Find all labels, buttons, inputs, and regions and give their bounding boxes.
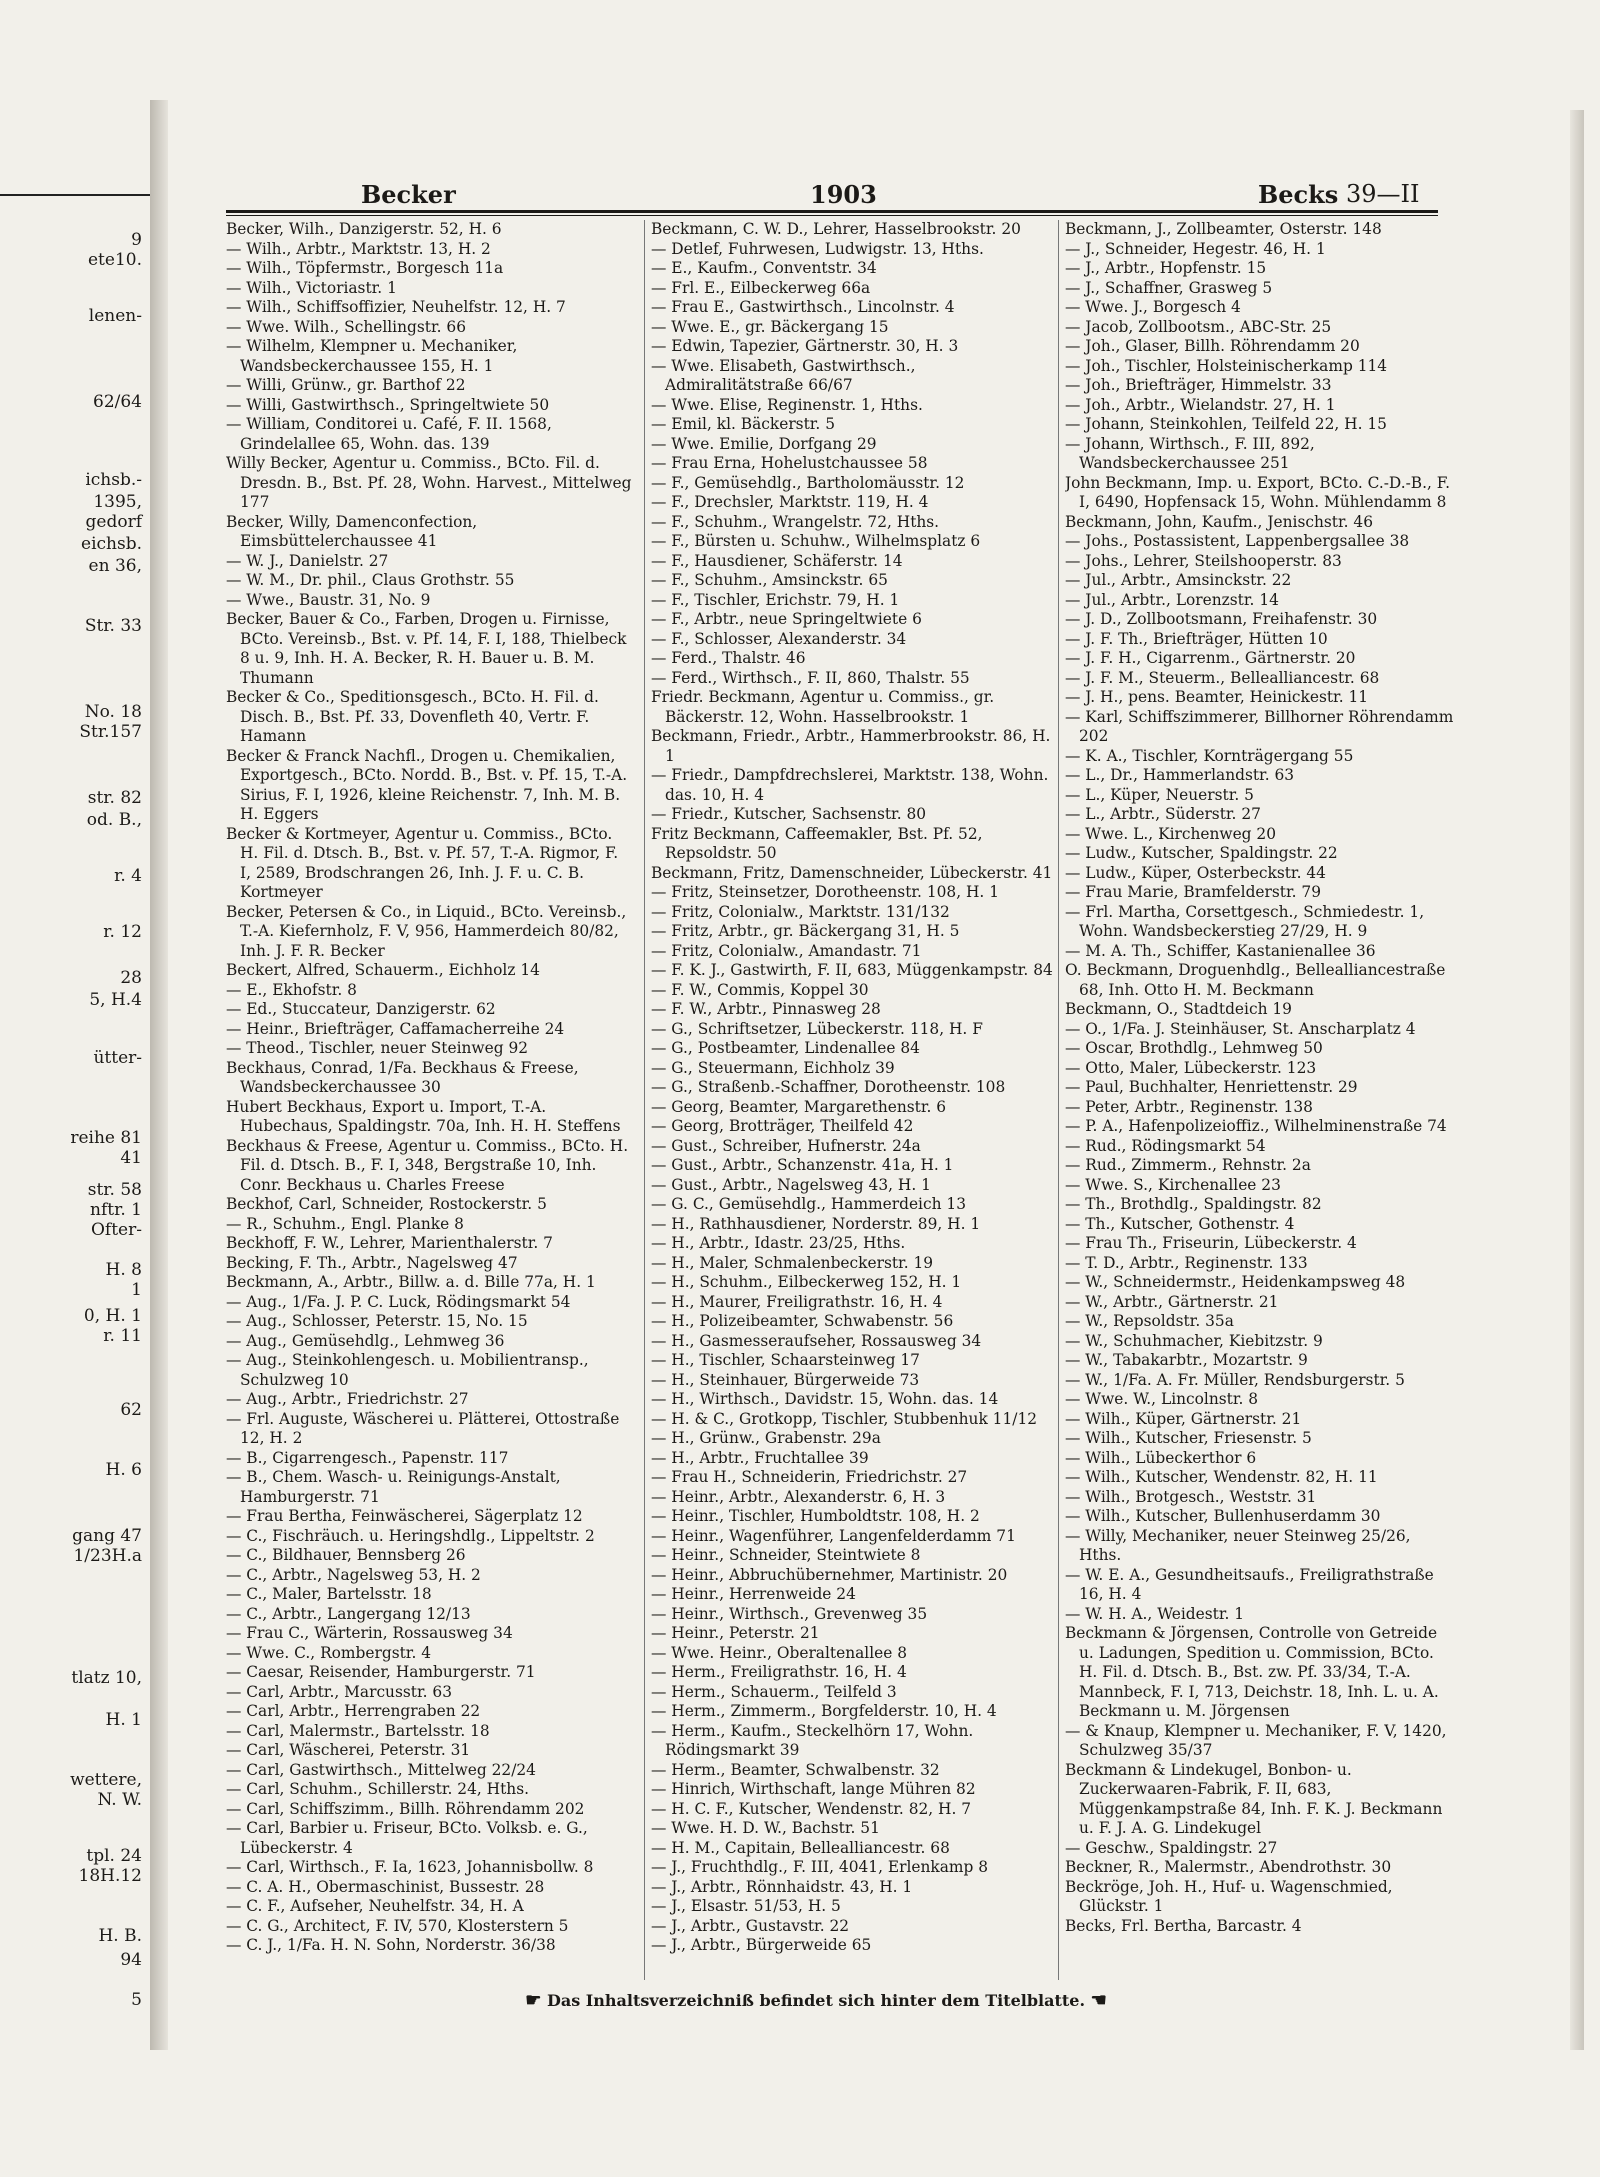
directory-entry: — Aug., Schlosser, Peterstr. 15, No. 15 <box>226 1312 528 1330</box>
directory-entry: — Heinr., Abbruchübernehmer, Martinistr. 20 <box>651 1565 1008 1584</box>
directory-entry: — Fritz, Steinsetzer, Dorotheenstr. 108, H. 1 <box>651 883 999 901</box>
directory-entry: — Jul., Arbtr., Lorenzstr. 14 <box>1065 590 1279 609</box>
directory-entry: — Herm., Beamter, Schwalbenstr. 32 <box>651 1760 940 1779</box>
directory-entry: — H. & C., Grotkopp, Tischler, Stubbenhuk 11/12 <box>651 1409 1038 1428</box>
facing-page-text: lenen- <box>88 306 142 326</box>
directory-entry: — L., Dr., Hammerlandstr. 63 <box>1065 766 1295 784</box>
header-year: 1903 <box>810 180 877 209</box>
directory-entry: — E., Ekhofstr. 8 <box>226 980 357 999</box>
facing-page-fragment <box>0 110 151 2040</box>
directory-entry: — Wwe. Heinr., Oberaltenallee 8 <box>651 1643 908 1662</box>
directory-entry: — Carl, Barbier u. Friseur, BCto. Volksb. e. G., Lübeckerstr. 4 <box>226 1819 588 1857</box>
facing-page-text: nftr. 1 <box>90 1200 142 1220</box>
directory-entry: — Caesar, Reisender, Hamburgerstr. 71 <box>226 1663 536 1681</box>
directory-entry: — H. M., Capitain, Bellealliancestr. 68 <box>651 1838 950 1857</box>
directory-entry: — Willy, Mechaniker, neuer Steinweg 25/26, Hths. <box>1065 1526 1411 1564</box>
facing-page-text: od. B., <box>86 810 142 830</box>
directory-entry: Beckhof, Carl, Schneider, Rostockerstr. 5 <box>226 1195 547 1213</box>
column-1 <box>226 220 632 1980</box>
facing-page-text: en 36, <box>88 556 142 576</box>
directory-entry: — J. H., pens. Beamter, Heinickestr. 11 <box>1065 688 1369 706</box>
facing-page-text: eichsb. <box>81 534 142 554</box>
directory-entry: — L., Küper, Neuerstr. 5 <box>1065 785 1254 804</box>
directory-entry: — J., Fruchthdlg., F. III, 4041, Erlenkamp 8 <box>651 1858 989 1876</box>
directory-entry: — Peter, Arbtr., Reginenstr. 138 <box>1065 1097 1313 1116</box>
directory-entry: — C., Fischräuch. u. Heringshdlg., Lippeltstr. 2 <box>226 1526 595 1545</box>
directory-entry: — H., Rathhausdiener, Norderstr. 89, H. 1 <box>651 1214 981 1233</box>
directory-entry: — W., Tabakarbtr., Mozartstr. 9 <box>1065 1351 1308 1369</box>
directory-entry: Beckmann, John, Kaufm., Jenischstr. 46 <box>1065 512 1373 531</box>
directory-entry: — Theod., Tischler, neuer Steinweg 92 <box>226 1039 529 1057</box>
directory-entry: — Ludw., Küper, Osterbeckstr. 44 <box>1065 863 1326 882</box>
header-rule <box>226 210 1438 216</box>
directory-entry: — Emil, kl. Bäckerstr. 5 <box>651 415 835 433</box>
directory-entry: — Carl, Malermstr., Bartelsstr. 18 <box>226 1721 490 1740</box>
facing-page-text: Str.157 <box>79 722 142 742</box>
directory-entry: — Willi, Gastwirthsch., Springeltwiete 50 <box>226 395 550 414</box>
directory-entry: — J., Schaffner, Grasweg 5 <box>1065 278 1273 297</box>
directory-entry: — Ferd., Wirthsch., F. II, 860, Thalstr. 55 <box>651 668 970 687</box>
directory-entry: — H., Wirthsch., Davidstr. 15, Wohn. das. 14 <box>651 1390 999 1408</box>
directory-entry: — F., Schuhm., Amsinckstr. 65 <box>651 571 888 589</box>
directory-entry: — Aug., Gemüsehdlg., Lehmweg 36 <box>226 1331 505 1350</box>
directory-page <box>196 160 1454 2050</box>
directory-entry: — Frau E., Gastwirthsch., Lincolnstr. 4 <box>651 298 955 316</box>
directory-entry: — Wilh., Arbtr., Marktstr. 13, H. 2 <box>226 239 491 258</box>
directory-entry: — F., Schuhm., Wrangelstr. 72, Hths. <box>651 512 940 531</box>
directory-entry: Beckhaus, Conrad, 1/Fa. Beckhaus & Freese, Wandsbeckerchaussee 30 <box>226 1058 579 1096</box>
directory-entry: — B., Chem. Wasch- u. Reinigungs-Anstalt, Hamburgerstr. 71 <box>226 1468 561 1506</box>
header-left-keyword: Becker <box>361 180 456 209</box>
directory-entry: — H., Maler, Schmalenbeckerstr. 19 <box>651 1253 934 1272</box>
directory-entry: — Wwe. Elisabeth, Gastwirthsch., Admiralitätstraße 66/67 <box>651 356 916 394</box>
directory-entry: — Frl. E., Eilbeckerweg 66a <box>651 278 871 297</box>
directory-entry: — G. C., Gemüsehdlg., Hammerdeich 13 <box>651 1195 966 1213</box>
directory-entry: Becking, F. Th., Arbtr., Nagelsweg 47 <box>226 1253 518 1272</box>
footer-text: Das Inhaltsverzeichniß befindet sich hinter dem Titelblatte. <box>546 1991 1086 2010</box>
directory-entry: — Heinr., Arbtr., Alexanderstr. 6, H. 3 <box>651 1487 946 1506</box>
directory-entry: — Wwe., Baustr. 31, No. 9 <box>226 590 431 609</box>
directory-entry: Beckner, R., Malermstr., Abendrothstr. 30 <box>1065 1858 1392 1876</box>
directory-entry: — Heinr., Wagenführer, Langenfelderdamm 71 <box>651 1526 1016 1545</box>
directory-entry: — Wilh., Kutscher, Bullenhuserdamm 30 <box>1065 1507 1381 1525</box>
column-2 <box>644 220 1053 1980</box>
directory-entry: — Rud., Zimmerm., Rehnstr. 2a <box>1065 1156 1311 1174</box>
directory-entry: — Th., Kutscher, Gothenstr. 4 <box>1065 1214 1295 1233</box>
directory-entry: — P. A., Hafenpolizeioffiz., Wilhelminenstraße 74 <box>1065 1117 1447 1135</box>
directory-entry: Willy Becker, Agentur u. Commiss., BCto. Fil. d. Dresdn. B., Bst. Pf. 28, Wohn. Harvest., Mittelweg 177 <box>226 454 632 511</box>
directory-entry: — Wwe. J., Borgesch 4 <box>1065 298 1241 316</box>
directory-entry: — F., Drechsler, Marktstr. 119, H. 4 <box>651 493 929 511</box>
directory-entry: Becker, Petersen & Co., in Liquid., BCto. Vereinsb., T.-A. Kiefernholz, F. V, 956, Hammerdeich 80/82, Inh. J. F. R. Becker <box>226 902 627 960</box>
directory-entry: — Georg, Beamter, Margarethenstr. 6 <box>651 1097 947 1116</box>
directory-entry: Hubert Beckhaus, Export u. Import, T.-A. Hubechaus, Spaldingstr. 70a, Inh. H. H. Steffens <box>226 1097 621 1135</box>
directory-entry: — F., Bürsten u. Schuhw., Wilhelmsplatz 6 <box>651 532 981 550</box>
directory-entry: — W. J., Danielstr. 27 <box>226 551 389 570</box>
directory-entry: — Joh., Arbtr., Wielandstr. 27, H. 1 <box>1065 395 1336 414</box>
directory-entry: — J., Arbtr., Bürgerweide 65 <box>651 1936 872 1954</box>
footer-note <box>416 1990 1216 2011</box>
directory-entry: — Johs., Postassistent, Lappenbergsallee 38 <box>1065 532 1410 550</box>
directory-entry: — Detlef, Fuhrwesen, Ludwigstr. 13, Hths. <box>651 239 984 258</box>
directory-entry: — Aug., 1/Fa. J. P. C. Luck, Rödingsmarkt 54 <box>226 1292 571 1311</box>
facing-page-text: str. 82 <box>87 788 142 808</box>
directory-entry: — W., Arbtr., Gärtnerstr. 21 <box>1065 1292 1279 1311</box>
directory-entry: — Wilh., Schiffsoffizier, Neuhelfstr. 12, H. 7 <box>226 298 566 316</box>
directory-entry: O. Beckmann, Droguenhdlg., Bellealliancestraße 68, Inh. Otto H. M. Beckmann <box>1065 961 1446 999</box>
facing-page-text: Str. 33 <box>84 616 142 636</box>
directory-entry: — Geschw., Spaldingstr. 27 <box>1065 1838 1278 1857</box>
facing-page-text: r. 4 <box>114 866 142 886</box>
directory-entry: — Aug., Arbtr., Friedrichstr. 27 <box>226 1390 469 1408</box>
facing-page-text: No. 18 <box>84 702 142 722</box>
directory-entry: — Wwe. Elise, Reginenstr. 1, Hths. <box>651 395 923 414</box>
directory-entry: — H. C. F., Kutscher, Wendenstr. 82, H. 7 <box>651 1799 972 1818</box>
directory-entry: — J. F. Th., Briefträger, Hütten 10 <box>1065 629 1328 648</box>
directory-entry: Beckmann, C. W. D., Lehrer, Hasselbrookstr. 20 <box>651 220 1021 238</box>
facing-page-text: 0, H. 1 <box>83 1306 142 1326</box>
directory-entry: — F. W., Commis, Koppel 30 <box>651 980 869 999</box>
column-3 <box>1058 220 1455 1980</box>
facing-page-text: 1 <box>131 1280 142 1300</box>
directory-entry: — W., Repsoldstr. 35a <box>1065 1312 1234 1330</box>
directory-entry: — Frau Bertha, Feinwäscherei, Sägerplatz 12 <box>226 1507 583 1525</box>
directory-entry: — H., Steinhauer, Bürgerweide 73 <box>651 1370 920 1389</box>
facing-page-text: 9 <box>131 230 142 250</box>
directory-entry: — Wilh., Töpfermstr., Borgesch 11a <box>226 259 504 277</box>
directory-entry: — Wilh., Küper, Gärtnerstr. 21 <box>1065 1409 1302 1428</box>
directory-entry: — H., Polizeibeamter, Schwabenstr. 56 <box>651 1312 954 1330</box>
directory-entry: — Friedr., Kutscher, Sachsenstr. 80 <box>651 805 927 823</box>
directory-entry: — H., Tischler, Schaarsteinweg 17 <box>651 1351 920 1369</box>
facing-page-text: ete10. <box>88 250 142 270</box>
directory-entry: — William, Conditorei u. Café, F. II. 1568, Grindelallee 65, Wohn. das. 139 <box>226 415 552 453</box>
directory-entry: — E., Kaufm., Conventstr. 34 <box>651 259 877 277</box>
directory-entry: — Th., Brothdlg., Spaldingstr. 82 <box>1065 1195 1322 1213</box>
directory-entry: — K. A., Tischler, Kornträgergang 55 <box>1065 746 1354 765</box>
directory-entry: — Rud., Rödingsmarkt 54 <box>1065 1136 1266 1155</box>
directory-entry: Beckmann, A., Arbtr., Billw. a. d. Bille 77a, H. 1 <box>226 1273 596 1291</box>
directory-entry: — Wilh., Lübeckerthor 6 <box>1065 1448 1257 1467</box>
directory-entry: — C., Maler, Bartelsstr. 18 <box>226 1585 432 1603</box>
directory-entry: — Paul, Buchhalter, Henriettenstr. 29 <box>1065 1078 1358 1096</box>
directory-entry: — Wilh., Kutscher, Friesenstr. 5 <box>1065 1429 1312 1447</box>
directory-entry: — G., Schriftsetzer, Lübeckerstr. 118, H. F <box>651 1019 983 1038</box>
directory-entry: — Heinr., Herrenweide 24 <box>651 1585 856 1603</box>
directory-entry: — H., Grünw., Grabenstr. 29a <box>651 1429 881 1447</box>
facing-page-text: H. B. <box>98 1926 142 1946</box>
directory-entry: — Johs., Lehrer, Steilshooperstr. 83 <box>1065 551 1342 570</box>
directory-entry: Fritz Beckmann, Caffeemakler, Bst. Pf. 52, Repsoldstr. 50 <box>651 824 983 862</box>
directory-entry: Friedr. Beckmann, Agentur u. Commiss., gr. Bäckerstr. 12, Wohn. Hasselbrookstr. 1 <box>651 688 995 726</box>
directory-entry: — Otto, Maler, Lübeckerstr. 123 <box>1065 1058 1317 1077</box>
directory-entry: — F., Gemüsehdlg., Bartholomäusstr. 12 <box>651 473 965 492</box>
directory-entry: — Herm., Kaufm., Steckelhörn 17, Wohn. Rödingsmarkt 39 <box>651 1721 974 1759</box>
directory-entry: — H., Arbtr., Fruchtallee 39 <box>651 1448 869 1467</box>
directory-entry: — Frl. Martha, Corsettgesch., Schmiedestr. 1, Wohn. Wandsbeckerstieg 27/29, H. 9 <box>1065 902 1425 940</box>
directory-entry: — Johann, Wirthsch., F. III, 892, Wandsbeckerchaussee 251 <box>1065 434 1315 472</box>
directory-entry: — J., Arbtr., Gustavstr. 22 <box>651 1916 850 1935</box>
facing-page-text: tlatz 10, <box>71 1668 142 1688</box>
directory-entry: Becker & Kortmeyer, Agentur u. Commiss., BCto. H. Fil. d. Dtsch. B., Bst. v. Pf. 57, T.-A. Rigmor, F. I, 2589, Brodschrangen 26, Inh. J. F. u. C. B. Kortmeyer <box>226 824 619 901</box>
directory-entry: — F., Schlosser, Alexanderstr. 34 <box>651 629 907 648</box>
directory-entry: — F., Hausdiener, Schäferstr. 14 <box>651 551 903 570</box>
directory-entry: Becks, Frl. Bertha, Barcastr. 4 <box>1065 1916 1302 1935</box>
facing-page-text: 41 <box>120 1148 142 1168</box>
directory-entry: — Wwe. C., Rombergstr. 4 <box>226 1643 432 1662</box>
directory-entry: — H., Arbtr., Idastr. 23/25, Hths. <box>651 1234 906 1252</box>
directory-entry: — C., Arbtr., Nagelsweg 53, H. 2 <box>226 1565 481 1584</box>
directory-entry: — Wwe. Emilie, Dorfgang 29 <box>651 434 877 453</box>
facing-page-text: H. 8 <box>105 1260 142 1280</box>
facing-page-text: Ofter- <box>91 1220 142 1240</box>
facing-page-text: ichsb.- <box>85 470 142 490</box>
directory-entry: — O., 1/Fa. J. Steinhäuser, St. Anscharplatz 4 <box>1065 1019 1416 1038</box>
directory-entry: — Wilhelm, Klempner u. Mechaniker, Wandsbeckerchaussee 155, H. 1 <box>226 337 518 375</box>
directory-entry: Becker & Franck Nachfl., Drogen u. Chemikalien, Exportgesch., BCto. Nordd. B., Bst. v. Pf. 15, T.-A. Sirius, F. I, 1926, kleine Reichenstr. 7, Inh. M. B. H. Eggers <box>226 746 628 823</box>
directory-entry: — Carl, Schuhm., Schillerstr. 24, Hths. <box>226 1780 529 1798</box>
directory-entry: — Oscar, Brothdlg., Lehmweg 50 <box>1065 1039 1323 1057</box>
book-gutter <box>150 100 168 2050</box>
facing-page-text: reihe 81 <box>70 1128 142 1148</box>
facing-page-text: 28 <box>120 968 142 988</box>
directory-entry: — Heinr., Briefträger, Caffamacherreihe 24 <box>226 1019 565 1038</box>
directory-entry: — Ferd., Thalstr. 46 <box>651 649 806 667</box>
directory-entry: — Fritz, Colonialw., Amandastr. 71 <box>651 941 922 960</box>
directory-entry: — G., Postbeamter, Lindenallee 84 <box>651 1039 920 1057</box>
directory-entry: — Ludw., Kutscher, Spaldingstr. 22 <box>1065 844 1338 862</box>
directory-entry: — Jacob, Zollbootsm., ABC-Str. 25 <box>1065 317 1332 336</box>
directory-entry: — F. K. J., Gastwirth, F. II, 683, Müggenkampstr. 84 <box>651 961 1053 979</box>
facing-page-text: 94 <box>120 1950 142 1970</box>
directory-entry: — L., Arbtr., Süderstr. 27 <box>1065 805 1261 823</box>
facing-page-text: 18H.12 <box>78 1866 142 1886</box>
pointing-hand-icon: ☚ <box>1090 1990 1107 2011</box>
directory-entry: Beckmann, O., Stadtdeich 19 <box>1065 1000 1292 1018</box>
directory-entry: — Gust., Arbtr., Nagelsweg 43, H. 1 <box>651 1175 931 1194</box>
directory-entry: Becker, Willy, Damenconfection, Eimsbüttelerchaussee 41 <box>226 512 478 550</box>
directory-entry: — Herm., Freiligrathstr. 16, H. 4 <box>651 1663 907 1681</box>
directory-entry: — Carl, Wirthsch., F. Ia, 1623, Johannisbollw. 8 <box>226 1858 594 1876</box>
directory-entry: Beckmann, Fritz, Damenschneider, Lübeckerstr. 41 <box>651 863 1053 882</box>
directory-entry: — Heinr., Peterstr. 21 <box>651 1624 820 1642</box>
directory-entry: — G., Straßenb.-Schaffner, Dorotheenstr. 108 <box>651 1078 1006 1096</box>
directory-entry: — J. D., Zollbootsmann, Freihafenstr. 30 <box>1065 610 1378 628</box>
directory-entry: Becker, Bauer & Co., Farben, Drogen u. Firnisse, BCto. Vereinsb., Bst. v. Pf. 14, F. I, 188, Thielbeck 8 u. 9, Inh. H. A. Becker, R. H. Bauer u. B. M. Thumann <box>226 610 627 687</box>
directory-entry: Beckmann & Lindekugel, Bonbon- u. Zuckerwaaren-Fabrik, F. II, 683, Müggenkampstraße 84, Inh. F. K. J. Beckmann u. F. J. A. G. Lindekugel <box>1065 1760 1443 1837</box>
directory-entry: — M. A. Th., Schiffer, Kastanienallee 36 <box>1065 941 1376 960</box>
facing-page-text: r. 11 <box>103 1326 142 1346</box>
directory-entry: — Herm., Schauerm., Teilfeld 3 <box>651 1682 897 1701</box>
directory-entry: — Wilh., Brotgesch., Weststr. 31 <box>1065 1487 1317 1506</box>
facing-page-text: 1395, <box>93 492 142 512</box>
directory-entry: — Wwe. H. D. W., Bachstr. 51 <box>651 1819 880 1837</box>
directory-entry: — Wwe. S., Kirchenallee 23 <box>1065 1175 1281 1194</box>
directory-entry: — & Knaup, Klempner u. Mechaniker, F. V, 1420, Schulzweg 35/37 <box>1065 1721 1447 1759</box>
facing-page-text: gang 47 <box>72 1526 142 1546</box>
directory-entry: — Aug., Steinkohlengesch. u. Mobilientransp., Schulzweg 10 <box>226 1351 589 1389</box>
directory-entry: — Carl, Schiffszimm., Billh. Röhrendamm 202 <box>226 1799 585 1818</box>
directory-entry: — W. E. A., Gesundheitsaufs., Freiligrathstraße 16, H. 4 <box>1065 1565 1434 1603</box>
directory-entry: — F. W., Arbtr., Pinnasweg 28 <box>651 1000 881 1018</box>
header-right-keyword: Becks <box>1258 180 1339 209</box>
directory-entry: Beckhoff, F. W., Lehrer, Marienthalerstr. 7 <box>226 1234 553 1252</box>
page-edge <box>1570 110 1584 2050</box>
directory-entry: — J., Arbtr., Rönnhaidstr. 43, H. 1 <box>651 1877 913 1896</box>
directory-entry: — H., Schuhm., Eilbeckerweg 152, H. 1 <box>651 1273 962 1291</box>
directory-entry: — J. F. H., Cigarrenm., Gärtnerstr. 20 <box>1065 649 1356 667</box>
directory-entry: — C. J., 1/Fa. H. N. Sohn, Norderstr. 36/38 <box>226 1936 556 1954</box>
facing-page-text: tpl. 24 <box>86 1846 142 1866</box>
facing-page-text: str. 58 <box>87 1180 142 1200</box>
facing-page-text: r. 12 <box>103 922 142 942</box>
directory-entry: Beckhaus & Freese, Agentur u. Commiss., BCto. H. Fil. d. Dtsch. B., F. I, 348, Bergstraße 10, Inh. Conr. Beckhaus u. Charles Freese <box>226 1136 629 1194</box>
directory-entry: Becker & Co., Speditionsgesch., BCto. H. Fil. d. Disch. B., Bst. Pf. 33, Dovenfleth 40, Vertr. F. Hamann <box>226 688 599 745</box>
directory-entry: — Frl. Auguste, Wäscherei u. Plätterei, Ottostraße 12, H. 2 <box>226 1409 620 1447</box>
page-number: 39—II <box>1346 180 1420 208</box>
directory-entry: — J. F. M., Steuerm., Bellealliancestr. 68 <box>1065 668 1380 687</box>
directory-entry: — Frau C., Wärterin, Rossausweg 34 <box>226 1624 513 1642</box>
directory-entry: — W. M., Dr. phil., Claus Grothstr. 55 <box>226 571 515 589</box>
page-header <box>226 180 1438 224</box>
directory-entry: — Wilh., Victoriastr. 1 <box>226 278 397 297</box>
directory-entry: — Johann, Steinkohlen, Teilfeld 22, H. 15 <box>1065 415 1387 433</box>
facing-page-text: 5, H.4 <box>89 990 142 1010</box>
facing-page-text: H. 1 <box>105 1710 142 1730</box>
pointing-hand-icon: ☛ <box>525 1990 542 2011</box>
facing-page-text: ütter- <box>93 1048 142 1068</box>
directory-entry: — C., Bildhauer, Bennsberg 26 <box>226 1546 466 1564</box>
directory-entry: Beckert, Alfred, Schauerm., Eichholz 14 <box>226 961 540 979</box>
directory-entry: — Wilh., Kutscher, Wendenstr. 82, H. 11 <box>1065 1468 1378 1486</box>
directory-entry: — Wwe. Wilh., Schellingstr. 66 <box>226 317 466 336</box>
directory-entry: — Heinr., Tischler, Humboldtstr. 108, H. 2 <box>651 1507 980 1525</box>
directory-entry: — R., Schuhm., Engl. Planke 8 <box>226 1214 464 1233</box>
directory-entry: — J., Arbtr., Hopfenstr. 15 <box>1065 259 1267 277</box>
directory-entry: — Ed., Stuccateur, Danzigerstr. 62 <box>226 1000 496 1018</box>
directory-entry: — Frau Erna, Hohelustchaussee 58 <box>651 454 928 472</box>
directory-entry: John Beckmann, Imp. u. Export, BCto. C.-D.-B., F. I, 6490, Hopfensack 15, Wohn. Mühlendamm 8 <box>1065 473 1450 511</box>
directory-entry: — Joh., Briefträger, Himmelstr. 33 <box>1065 376 1332 394</box>
facing-page-rule <box>0 194 150 196</box>
facing-page-text: wettere, <box>70 1770 142 1790</box>
directory-entry: — Edwin, Tapezier, Gärtnerstr. 30, H. 3 <box>651 337 959 355</box>
directory-entry: — B., Cigarrengesch., Papenstr. 117 <box>226 1448 509 1467</box>
directory-entry: — C. F., Aufseher, Neuhelfstr. 34, H. A <box>226 1897 524 1915</box>
facing-page-text: 5 <box>131 1990 142 2010</box>
directory-entry: — C., Arbtr., Langergang 12/13 <box>226 1604 471 1623</box>
directory-entry: — C. G., Architect, F. IV, 570, Klosterstern 5 <box>226 1916 569 1935</box>
directory-entry: — H., Maurer, Freiligrathstr. 16, H. 4 <box>651 1292 943 1311</box>
directory-entry: — W., 1/Fa. A. Fr. Müller, Rendsburgerstr. 5 <box>1065 1370 1405 1389</box>
directory-entry: Beckmann & Jörgensen, Controlle von Getreide u. Ladungen, Spedition u. Commission, BCto. H. Fil. d. Dtsch. B., Bst. zw. Pf. 33/34, T.-A. Mannbeck, F. I, 713, Deichstr. 18, Inh. L. u. A. Beckmann u. M. Jörgensen <box>1065 1624 1439 1720</box>
facing-page-text: gedorf <box>85 512 142 532</box>
directory-entry: — Carl, Arbtr., Herrengraben 22 <box>226 1702 481 1720</box>
directory-entry: — Gust., Schreiber, Hufnerstr. 24a <box>651 1136 921 1155</box>
directory-entry: — F., Arbtr., neue Springeltwiete 6 <box>651 610 922 628</box>
directory-entry: Beckröge, Joh. H., Huf- u. Wagenschmied, Glückstr. 1 <box>1065 1877 1393 1915</box>
directory-entry: — C. A. H., Obermaschinist, Bussestr. 28 <box>226 1877 545 1896</box>
directory-entry: — J., Elsastr. 51/53, H. 5 <box>651 1897 841 1915</box>
directory-entry: — W., Schneidermstr., Heidenkampsweg 48 <box>1065 1273 1406 1291</box>
directory-entry: — Hinrich, Wirthschaft, lange Mühren 82 <box>651 1780 976 1798</box>
directory-entry: — Joh., Glaser, Billh. Röhrendamm 20 <box>1065 337 1360 355</box>
directory-entry: — H., Gasmesseraufseher, Rossausweg 34 <box>651 1331 982 1350</box>
directory-entry: — Fritz, Arbtr., gr. Bäckergang 31, H. 5 <box>651 922 960 940</box>
directory-entry: — T. D., Arbtr., Reginenstr. 133 <box>1065 1253 1308 1272</box>
facing-page-text: 62 <box>120 1400 142 1420</box>
directory-entry: — Heinr., Schneider, Steintwiete 8 <box>651 1546 921 1564</box>
directory-entry: — F., Tischler, Erichstr. 79, H. 1 <box>651 590 900 609</box>
directory-entry: — Friedr., Dampfdrechslerei, Marktstr. 138, Wohn. das. 10, H. 4 <box>651 766 1049 804</box>
directory-entry: — Fritz, Colonialw., Marktstr. 131/132 <box>651 902 950 921</box>
directory-entry: — Frau Marie, Bramfelderstr. 79 <box>1065 883 1322 901</box>
directory-entry: — Carl, Arbtr., Marcusstr. 63 <box>226 1682 452 1701</box>
directory-entry: — Frau Th., Friseurin, Lübeckerstr. 4 <box>1065 1234 1357 1252</box>
directory-entry: — Herm., Zimmerm., Borgfelderstr. 10, H. 4 <box>651 1702 997 1720</box>
directory-entry: — Wwe. W., Lincolnstr. 8 <box>1065 1390 1259 1408</box>
directory-entry: — Gust., Arbtr., Schanzenstr. 41a, H. 1 <box>651 1156 954 1174</box>
directory-entry: Becker, Wilh., Danzigerstr. 52, H. 6 <box>226 220 502 238</box>
directory-entry: Beckmann, Friedr., Arbtr., Hammerbrookstr. 86, H. 1 <box>651 727 1051 765</box>
directory-entry: — Georg, Brotträger, Theilfeld 42 <box>651 1117 914 1135</box>
directory-entry: Beckmann, J., Zollbeamter, Osterstr. 148 <box>1065 220 1382 238</box>
directory-entry: — W., Schuhmacher, Kiebitzstr. 9 <box>1065 1331 1323 1350</box>
facing-page-text: H. 6 <box>105 1460 142 1480</box>
directory-entry: — Heinr., Wirthsch., Grevenweg 35 <box>651 1604 928 1623</box>
facing-page-text: 62/64 <box>93 392 142 412</box>
directory-entry: — J., Schneider, Hegestr. 46, H. 1 <box>1065 239 1326 258</box>
directory-entry: — Carl, Wäscherei, Peterstr. 31 <box>226 1741 471 1759</box>
directory-entry: — W. H. A., Weidestr. 1 <box>1065 1604 1245 1623</box>
directory-entry: — Wwe. E., gr. Bäckergang 15 <box>651 317 889 336</box>
directory-entry: — Joh., Tischler, Holsteinischerkamp 114 <box>1065 356 1388 375</box>
facing-page-text: 1/23H.a <box>73 1546 142 1566</box>
directory-entry: — Frau H., Schneiderin, Friedrichstr. 27 <box>651 1468 968 1486</box>
directory-entry: — Carl, Gastwirthsch., Mittelweg 22/24 <box>226 1760 536 1779</box>
directory-entry: — Willi, Grünw., gr. Barthof 22 <box>226 376 466 394</box>
directory-entry: — Karl, Schiffszimmerer, Billhorner Röhrendamm 202 <box>1065 707 1454 745</box>
directory-entry: — Jul., Arbtr., Amsinckstr. 22 <box>1065 571 1292 589</box>
directory-entry: — Wwe. L., Kirchenweg 20 <box>1065 824 1277 843</box>
directory-entry: — G., Steuermann, Eichholz 39 <box>651 1058 895 1077</box>
facing-page-text: N. W. <box>97 1790 142 1810</box>
